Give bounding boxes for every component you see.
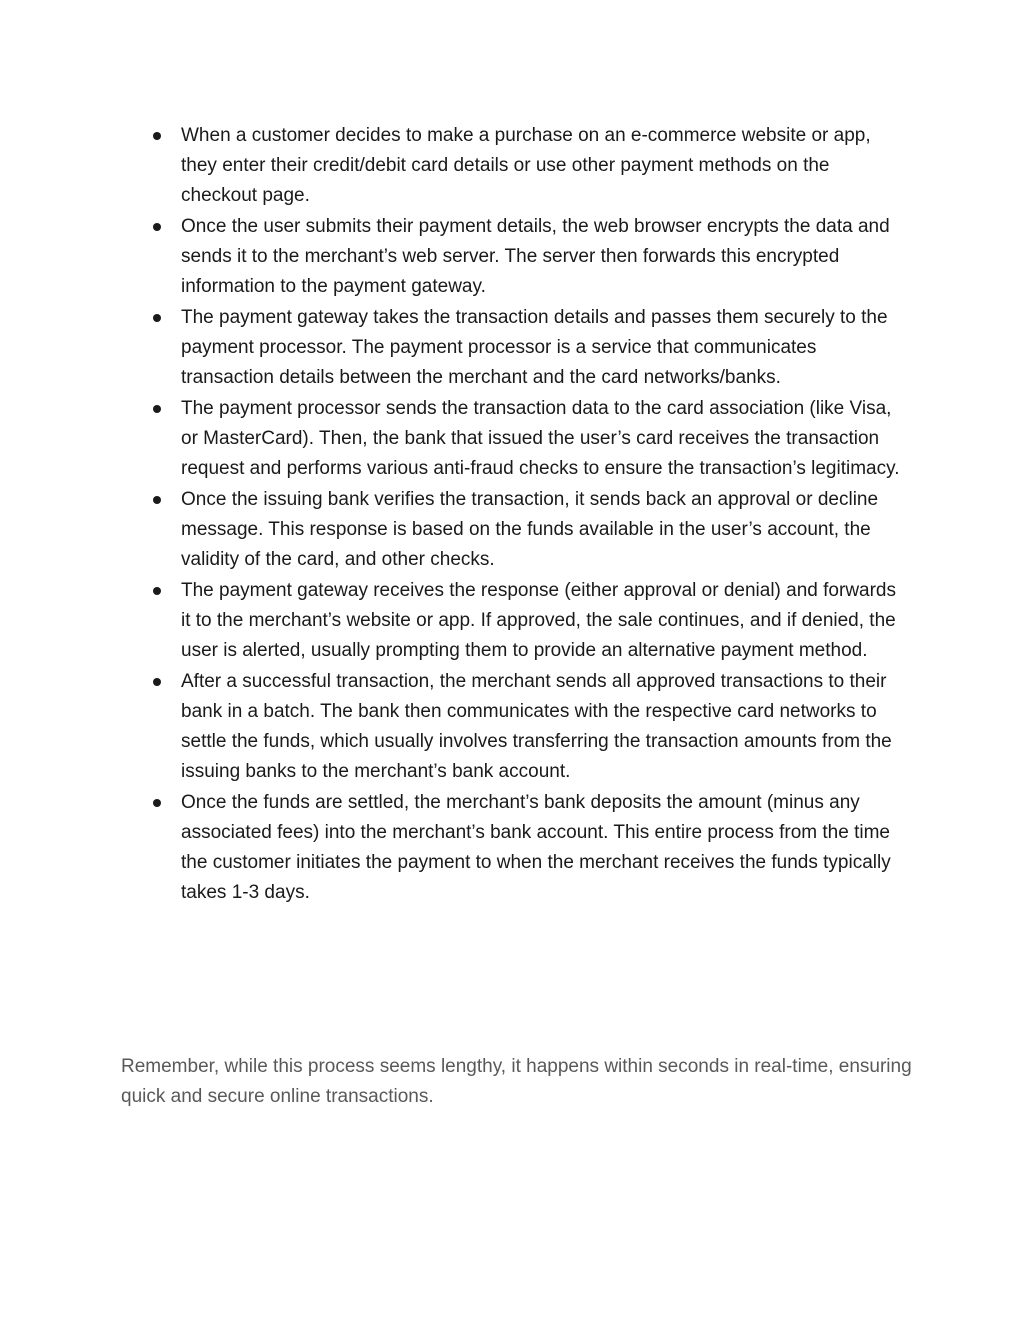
list-item-text: The payment processor sends the transaction data to the card association (like Visa, or MasterCard). Then, the bank that issued the user’s card receives the transaction request and performs various anti-fraud checks to ensure the transaction’s legitimacy.: [181, 398, 900, 479]
list-item: [148, 485, 908, 575]
bullet-icon: [153, 496, 161, 504]
list-item: [148, 576, 908, 666]
list-item: [148, 788, 908, 908]
list-item-text: When a customer decides to make a purchase on an e-commerce website or app, they enter their credit/debit card details or use other payment methods on the checkout page.: [181, 125, 871, 206]
bullet-icon: [153, 799, 161, 807]
bullet-icon: [153, 587, 161, 595]
bullet-icon: [153, 223, 161, 231]
bullet-icon: [153, 678, 161, 686]
list-item-text: The payment gateway receives the response (either approval or denial) and forwards it to the merchant’s website or app. If approved, the sale continues, and if denied, the user is alerted, usually prompting them to provide an alternative payment method.: [181, 580, 896, 661]
list-item: [148, 667, 908, 787]
list-item: [148, 394, 908, 484]
list-item: [148, 303, 908, 393]
bullet-icon: [153, 314, 161, 322]
list-item-text: After a successful transaction, the merchant sends all approved transactions to their bank in a batch. The bank then communicates with the respective card networks to settle the funds, which usually involves transferring the transaction amounts from the issuing banks to the merchant’s bank account.: [181, 671, 892, 782]
list-item: [148, 212, 908, 302]
bullet-icon: [153, 405, 161, 413]
list-item-text: Once the funds are settled, the merchant’s bank deposits the amount (minus any associated fees) into the merchant’s bank account. This entire process from the time the customer initiates the payment to when the merchant receives the funds typically takes 1-3 days.: [181, 792, 891, 903]
list-item: [148, 121, 908, 211]
list-item-text: The payment gateway takes the transaction details and passes them securely to the payment processor. The payment processor is a service that communicates transaction details between the merchant and the card networks/banks.: [181, 307, 888, 388]
payment-process-list: [148, 121, 908, 909]
bullet-icon: [153, 132, 161, 140]
closing-paragraph: Remember, while this process seems lengthy, it happens within seconds in real-time, ensuring quick and secure online transactions.: [121, 1056, 912, 1107]
list-item-text: Once the issuing bank verifies the transaction, it sends back an approval or decline message. This response is based on the funds available in the user’s account, the validity of the card, and other checks.: [181, 489, 879, 570]
list-item-text: Once the user submits their payment details, the web browser encrypts the data and sends it to the merchant’s web server. The server then forwards this encrypted information to the payment gateway.: [181, 216, 890, 297]
